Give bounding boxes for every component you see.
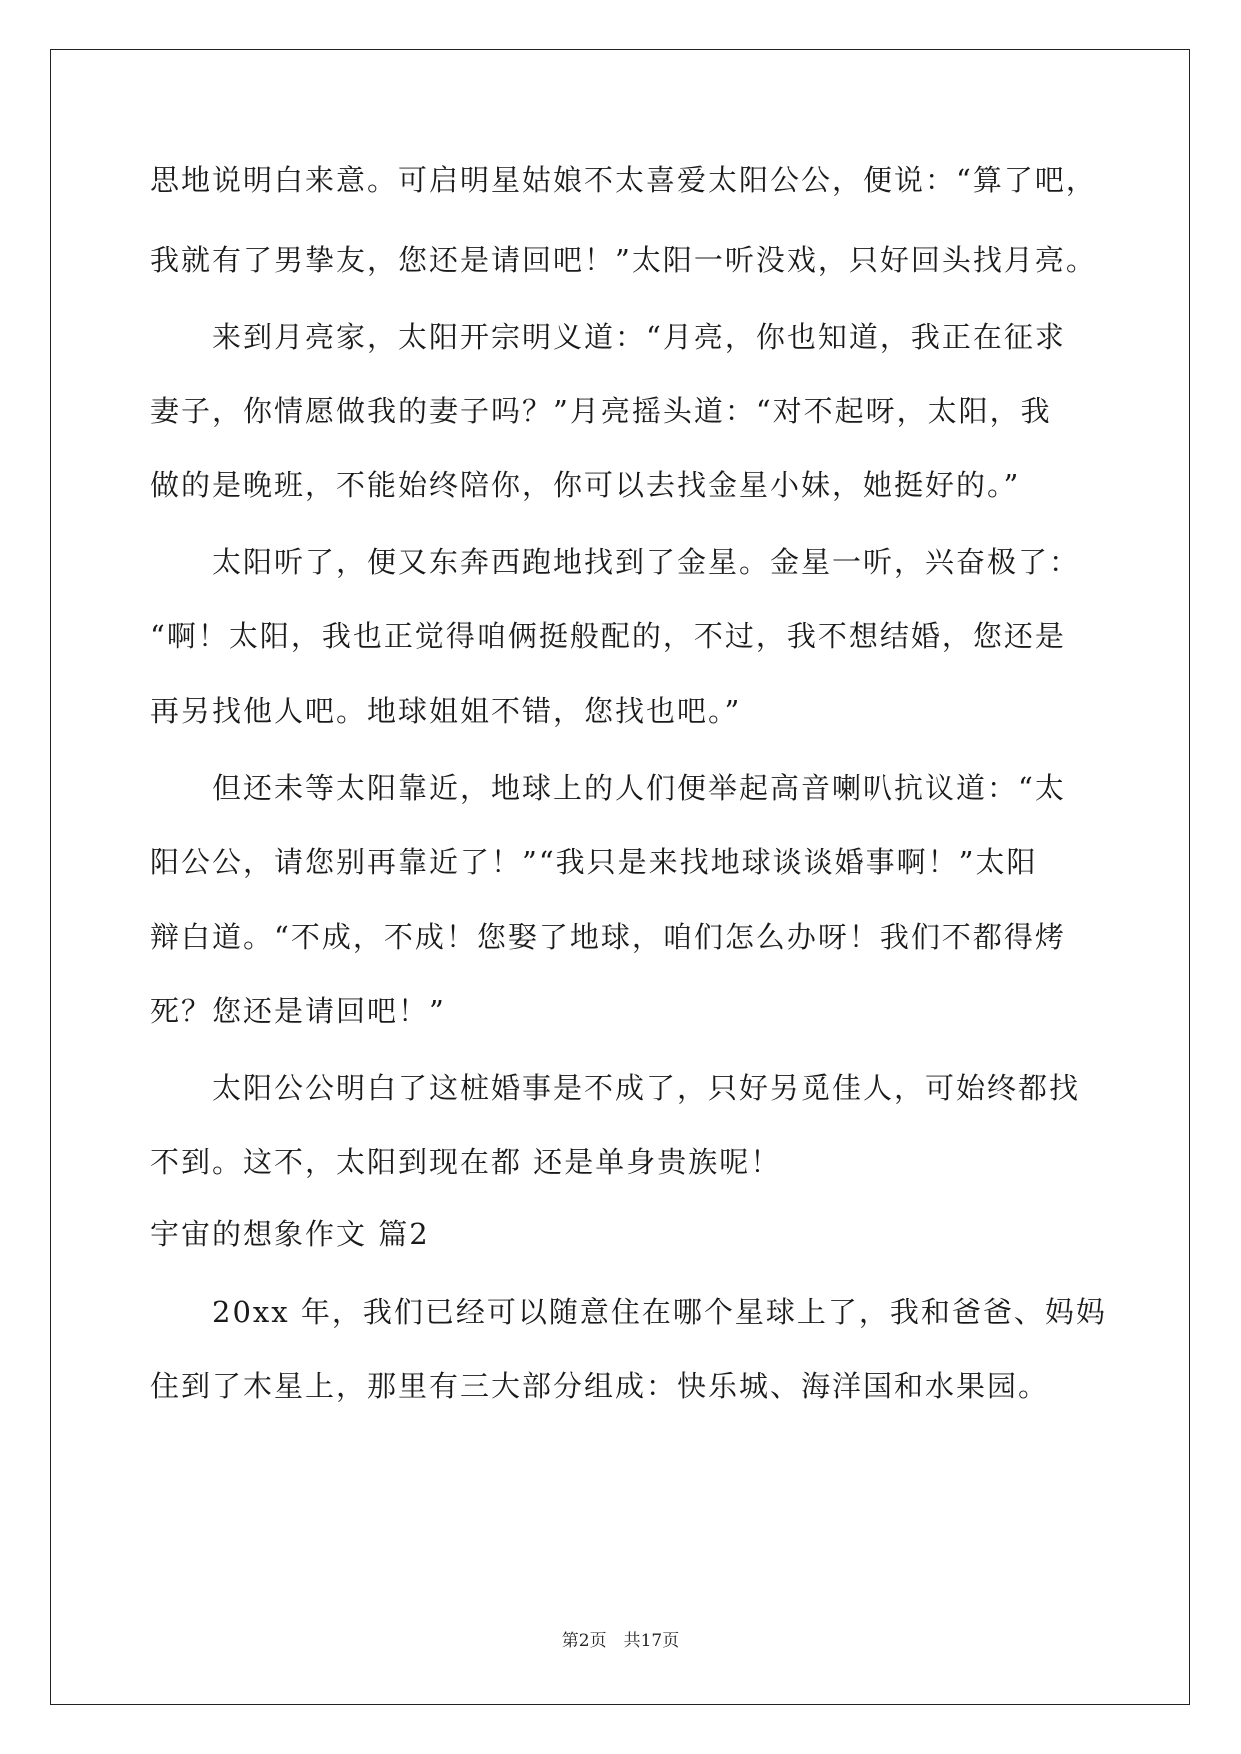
text-line: 阳公公，请您别再靠近了！”“我只是来找地球谈谈婚事啊！”太阳: [150, 845, 1038, 879]
paragraph-first-line: 20xx 年，我们已经可以随意住在哪个星球上了，我和爸爸、妈妈: [212, 1295, 1107, 1329]
text-line: “啊！太阳，我也正觉得咱俩挺般配的，不过，我不想结婚，您还是: [150, 619, 1066, 653]
text-line: 死？您还是请回吧！”: [150, 994, 446, 1028]
paragraph-first-line: 太阳公公明白了这桩婚事是不成了，只好另觅佳人，可始终都找: [212, 1071, 1081, 1105]
paragraph-first-line: 太阳听了，便又东奔西跑地找到了金星。金星一听，兴奋极了：: [212, 545, 1081, 579]
text-line: 再另找他人吧。地球姐姐不错，您找也吧。”: [150, 694, 742, 728]
text-line: 辩白道。“不成，不成！您娶了地球，咱们怎么办呀！我们不都得烤: [150, 920, 1066, 954]
text-line: 做的是晚班，不能始终陪你，你可以去找金星小妹，她挺好的。”: [150, 468, 1021, 502]
paragraph-first-line: 来到月亮家，太阳开宗明义道：“月亮，你也知道，我正在征求: [212, 320, 1066, 354]
paragraph-first-line: 但还未等太阳靠近，地球上的人们便举起高音喇叭抗议道：“太: [212, 771, 1066, 805]
text-line: 思地说明白来意。可启明星姑娘不太喜爱太阳公公，便说：“算了吧，: [150, 163, 1097, 197]
text-line: 不到。这不，太阳到现在都 还是单身贵族呢！: [150, 1145, 782, 1179]
section-heading: 宇宙的想象作文 篇2: [150, 1217, 430, 1251]
text-line: 妻子，你情愿做我的妻子吗？”月亮摇头道：“对不起呀，太阳，我: [150, 394, 1052, 428]
page-number: 第2页 共17页: [561, 1631, 680, 1651]
text-line: 我就有了男挚友，您还是请回吧！”太阳一听没戏，只好回头找月亮。: [150, 243, 1097, 277]
text-line: 住到了木星上，那里有三大部分组成：快乐城、海洋国和水果园。: [150, 1369, 1050, 1403]
